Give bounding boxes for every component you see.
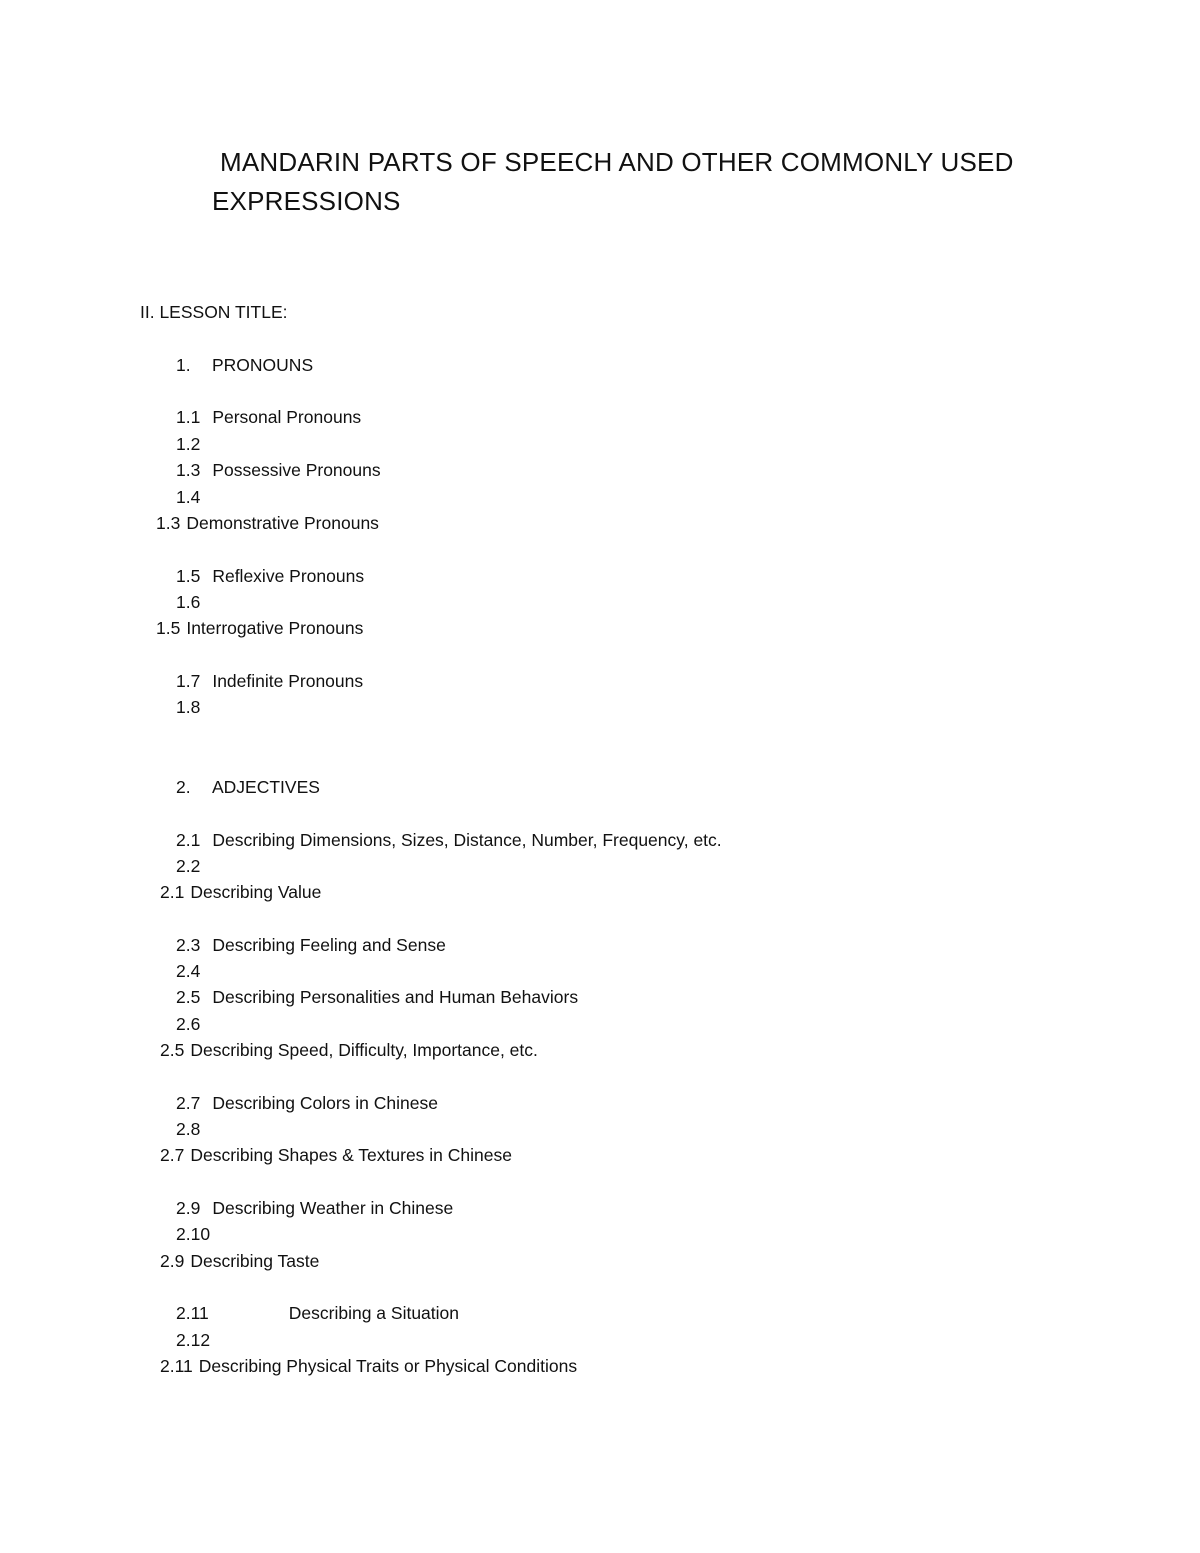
item-text: Describing Dimensions, Sizes, Distance, Number, Frequency, etc. <box>212 830 722 850</box>
item-text: Describing Personalities and Human Behaviors <box>212 987 579 1007</box>
outline-item <box>176 1303 459 1323</box>
item-number: 1.8 <box>176 697 201 717</box>
outline-item <box>160 882 321 902</box>
section-heading-text: PRONOUNS <box>212 355 314 375</box>
item-text: Describing Weather in Chinese <box>212 1198 454 1218</box>
item-number: 2.3 <box>176 935 201 955</box>
outline-item <box>160 1040 538 1060</box>
item-text: Describing Value <box>190 882 322 902</box>
outline-item <box>176 1119 200 1139</box>
item-number: 2.9 <box>160 1251 185 1271</box>
document-title-line-1: MANDARIN PARTS OF SPEECH AND OTHER COMMONLY USED <box>220 147 1014 177</box>
outline-item <box>176 987 578 1007</box>
item-number: 2.9 <box>176 1198 201 1218</box>
outline-item <box>176 1330 210 1350</box>
item-number: 2.4 <box>176 961 201 981</box>
item-text: Describing Shapes & Textures in Chinese <box>190 1145 512 1165</box>
item-number: 2.7 <box>176 1093 201 1113</box>
outline-item <box>176 1093 438 1113</box>
document-title-line-2: EXPRESSIONS <box>212 186 401 216</box>
item-number: 1.6 <box>176 592 201 612</box>
outline-item <box>176 697 200 717</box>
lesson-title-label: II. LESSON TITLE: <box>140 302 288 322</box>
section-number: 1. <box>176 355 191 375</box>
outline-item <box>176 1014 200 1034</box>
outline-item <box>160 1145 512 1165</box>
item-text: Possessive Pronouns <box>212 460 381 480</box>
item-text: Describing Feeling and Sense <box>212 935 446 955</box>
item-number: 2.1 <box>176 830 201 850</box>
outline-item <box>176 407 361 427</box>
item-number: 2.8 <box>176 1119 201 1139</box>
outline-item <box>156 513 379 533</box>
section-heading-pronouns <box>176 355 313 375</box>
item-text: Describing Physical Traits or Physical Conditions <box>198 1356 578 1376</box>
outline-item <box>156 618 363 638</box>
item-text: Indefinite Pronouns <box>212 671 364 691</box>
item-number: 1.3 <box>176 460 201 480</box>
item-number: 2.5 <box>160 1040 185 1060</box>
item-number: 1.7 <box>176 671 201 691</box>
item-text: Describing Speed, Difficulty, Importance, etc. <box>190 1040 538 1060</box>
item-number: 2.11 <box>160 1356 193 1376</box>
outline-item <box>176 460 381 480</box>
item-number: 1.5 <box>176 566 201 586</box>
outline-item <box>176 1224 210 1244</box>
outline-item <box>160 1356 577 1376</box>
item-number: 2.10 <box>176 1224 211 1244</box>
item-number: 2.5 <box>176 987 201 1007</box>
outline-item <box>176 434 200 454</box>
item-number: 2.11 <box>176 1303 209 1323</box>
outline-item <box>176 935 446 955</box>
outline-item <box>176 961 200 981</box>
section-number: 2. <box>176 777 191 797</box>
item-number: 2.7 <box>160 1145 185 1165</box>
outline-item <box>176 671 363 691</box>
outline-item <box>176 566 364 586</box>
outline-item <box>176 1198 453 1218</box>
item-number: 2.2 <box>176 856 201 876</box>
outline-item <box>176 830 722 850</box>
outline-item <box>176 856 200 876</box>
item-number: 2.6 <box>176 1014 201 1034</box>
item-number: 2.12 <box>176 1330 211 1350</box>
outline-item <box>176 487 200 507</box>
item-text: Demonstrative Pronouns <box>186 513 379 533</box>
outline-item <box>160 1251 319 1271</box>
item-text: Personal Pronouns <box>212 407 362 427</box>
item-text: Interrogative Pronouns <box>186 618 364 638</box>
item-text: Reflexive Pronouns <box>212 566 365 586</box>
item-number: 1.4 <box>176 487 201 507</box>
item-text: Describing a Situation <box>288 1303 459 1323</box>
item-number: 2.1 <box>160 882 185 902</box>
item-number: 1.5 <box>156 618 181 638</box>
item-number: 1.2 <box>176 434 201 454</box>
outline-item <box>176 592 200 612</box>
item-number: 1.1 <box>176 407 201 427</box>
section-heading-text: ADJECTIVES <box>212 777 320 797</box>
item-text: Describing Taste <box>190 1251 320 1271</box>
item-text: Describing Colors in Chinese <box>212 1093 438 1113</box>
item-number: 1.3 <box>156 513 181 533</box>
section-heading-adjectives <box>176 777 320 797</box>
